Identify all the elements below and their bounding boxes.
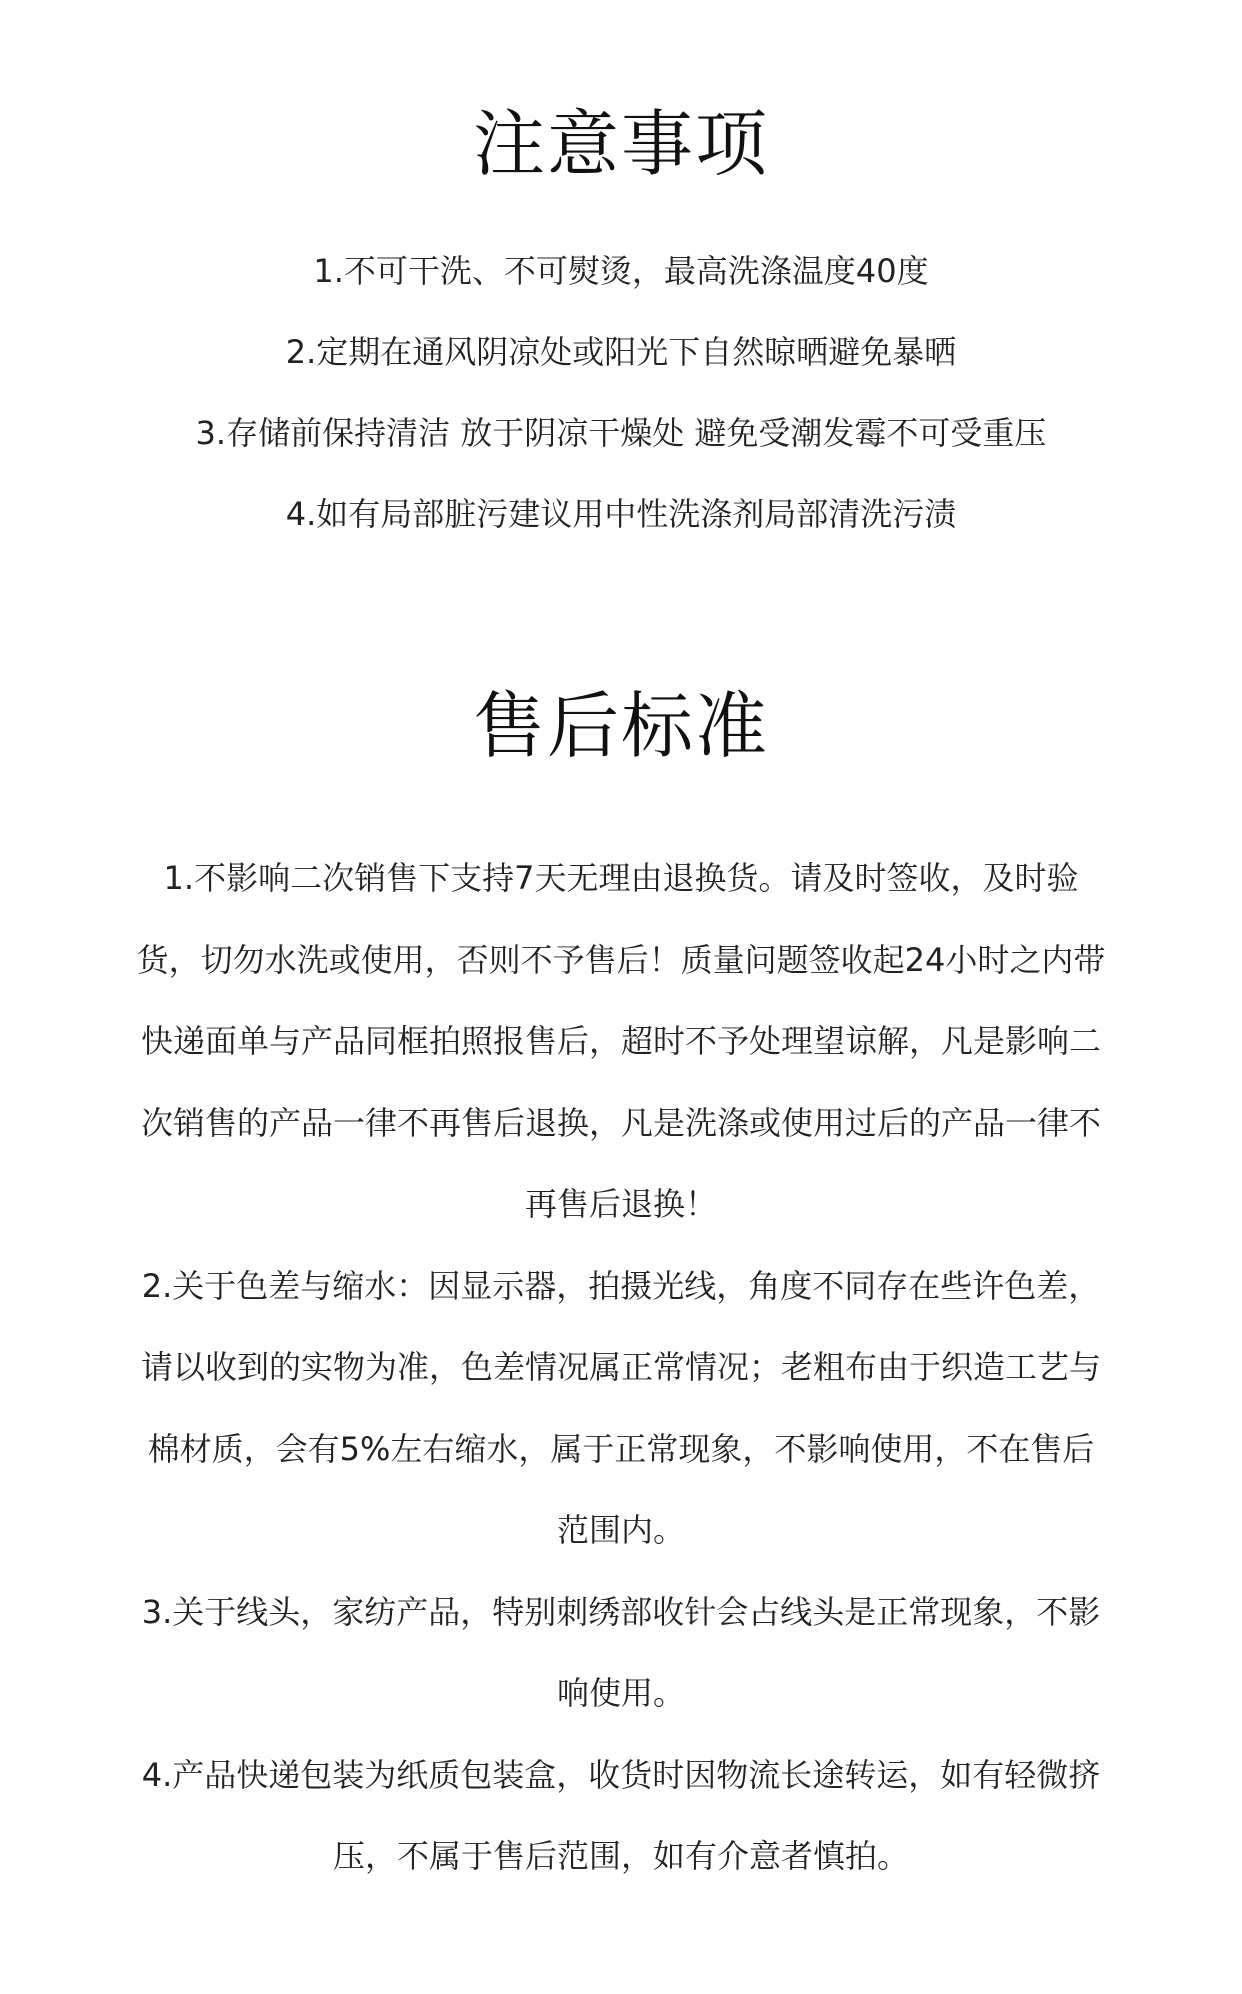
after-sales-paragraph: 2.关于色差与缩水：因显示器，拍摄光线，角度不同存在些许色差，请以收到的实物为准，色差情况属正常情况；老粗布由于织造工艺与棉材质，会有5%左右缩水，属于正常现象，不影响使用，不在售后范围内。 [140,1266,1101,1549]
after-sales-paragraph: 1.不影响二次销售下支持7天无理由退换货。请及时签收，及时验货，切勿水洗或使用，否则不予售后！质量问题签收起24小时之内带快递面单与产品同框拍照报售后，超时不予处理望谅解，凡是影响二次销售的产品一律不再售后退换，凡是洗涤或使用过后的产品一律不再售后退换！ [136,859,1106,1223]
after-sales-policy [135,838,1107,1898]
care-instructions-list [0,246,1242,570]
care-instructions-title: 注意事项 [472,102,769,186]
after-sales-title: 售后标准 [472,684,769,768]
after-sales-paragraph: 3.关于线头，家纺产品，特别刺绣部收针会占线头是正常现象，不影响使用。 [141,1592,1101,1712]
after-sales-paragraph: 4.产品快递包装为纸质包装盒，收货时因物流长途转运，如有轻微挤压，不属于售后范围，如有介意者慎拍。 [141,1755,1101,1875]
care-item: 2.定期在通风阴凉处或阳光下自然晾晒避免暴晒 [285,333,957,371]
care-item: 4.如有局部脏污建议用中性洗涤剂局部清洗污渍 [285,495,957,533]
care-item: 3.存储前保持清洁 放于阴凉干燥处 避免受潮发霉不可受重压 [195,414,1047,452]
care-item: 1.不可干洗、不可熨烫，最高洗涤温度40度 [313,252,929,290]
